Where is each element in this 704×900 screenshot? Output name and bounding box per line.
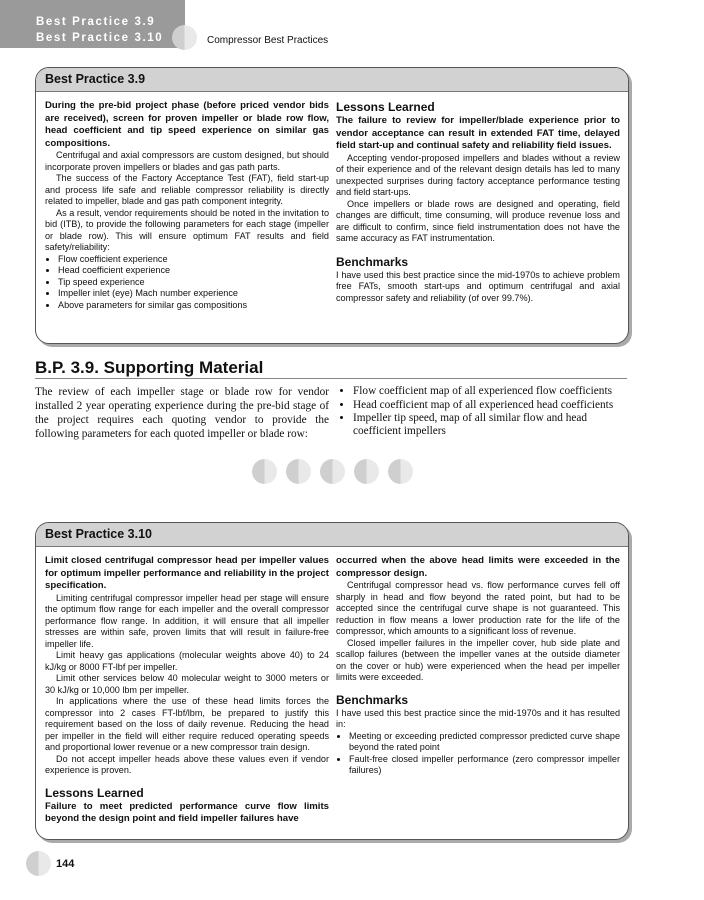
- page-number: 144: [56, 858, 75, 870]
- bullet-item: • Flow coefficient map of all experienced flow coefficients: [353, 385, 630, 398]
- support-bullets: [340, 385, 630, 438]
- bp39-right-column: [336, 100, 620, 311]
- decorative-circle-icon: [252, 459, 277, 484]
- bp39-lessons-paragraph: Once impellers or blade rows are designed and operating, field changes are difficult, time consuming, will produce revenue loss and are difficult to confirm, since field instrumentation does not have the same accuracy as FAT instrumentation.: [336, 198, 620, 243]
- bp39-benchmarks-heading: Benchmarks: [336, 254, 409, 269]
- decorative-circle-icon: [286, 459, 311, 484]
- bullet-item: • Tip speed experience: [58, 277, 329, 289]
- bp310-paragraph: In applications where the use of these head limits forces the compressor into 2 cases FT-lbf/lbm, be prepared to justify this requirement based on the loss of daily revenue. Reducing the head per impeller in the field will either require reduced operating speeds and proportional lower revenue or a new compressor train design.: [45, 696, 329, 752]
- bullet-item: • Flow coefficient experience: [58, 254, 329, 266]
- bp310-paragraph: Do not accept impeller heads above these values even if vendor experience is proven.: [45, 753, 329, 775]
- bp39-bullets: [45, 254, 329, 312]
- support-text: The review of each impeller stage or blade row for vendor installed 2 year operating experience during the pre-bid stage of the project requires each quoting vendor to provide the following parameters for each quoted impeller or blade row:: [35, 386, 329, 440]
- bp310-lessons-heading: Lessons Learned: [45, 785, 144, 800]
- decorative-circle-icon: [354, 459, 379, 484]
- bp39-lessons-lead: The failure to review for impeller/blade experience prior to vendor acceptance can result in extended FAT time, delayed field start-up and continual safety and reliability field issues.: [336, 115, 620, 151]
- bp310-title: Best Practice 3.10: [36, 523, 628, 547]
- bp39-paragraph: Centrifugal and axial compressors are custom designed, but should incorporate proven impellers or blades and gas path parts.: [45, 150, 329, 172]
- bp310-left-column: [45, 555, 329, 826]
- bp39-lessons-paragraph: Accepting vendor-proposed impellers and blades without a review of their experience and of the relevant design details has led to many unexpected surprises during factory acceptance performance testing and field start-ups.: [336, 152, 620, 197]
- bp310-right-column: [336, 555, 620, 826]
- bp310-lead: Limit closed centrifugal compressor head per impeller values for optimum impeller performance and reliability in the project specification.: [45, 555, 329, 591]
- bp39-benchmarks-text: I have used this best practice since the mid-1970s to achieve problem free FATs, smooth start-ups and optimum centrifugal and axial compressor safety and reliability (of over 99.7%).: [336, 269, 620, 303]
- bp310-lessons-lead-a: Failure to meet predicted performance curve flow limits beyond the design point and field impeller failures have: [45, 800, 329, 824]
- bp310-paragraph: Limit other services below 40 molecular weight to 3000 meters or 30 kJ/kg or 10,000 lbm per impeller.: [45, 673, 329, 695]
- tab-line-2: Best Practice 3.10: [36, 32, 164, 44]
- bp310-bullets: [336, 731, 620, 777]
- header-tab: [0, 0, 185, 48]
- bp310-box: [35, 522, 629, 840]
- footer-circle-icon: [26, 851, 51, 876]
- decorative-circle-icon: [320, 459, 345, 484]
- bullet-item: • Meeting or exceeding predicted compressor predicted curve shape beyond the rated point: [349, 731, 620, 754]
- bullet-item: • Fault-free closed impeller performance (zero compressor impeller failures): [349, 754, 620, 777]
- bp39-box: [35, 67, 629, 344]
- divider: [35, 378, 627, 379]
- bullet-item: • Head coefficient experience: [58, 265, 329, 277]
- bp310-paragraph: Limiting centrifugal compressor impeller head per stage will ensure the optimum flow range for each impeller and the overall compressor performance flow range. In addition, it will ensure that all impeller stresses are within safe, proven limits that will result in failure-free impeller life.: [45, 592, 329, 649]
- bp310-lessons-paragraph: Centrifugal compressor head vs. flow performance curves fell off sharply in head and flow beyond the rated point, but had to be accepted since the centrifugal curve shape is not guaranteed. This reduction in flow means a lower production rate for the life of the compressor, which amounts to a significant loss of revenue.: [336, 580, 620, 636]
- decorative-circle-icon: [388, 459, 413, 484]
- bp310-lessons-lead-b: occurred when the above head limits were exceeded in the compressor design.: [336, 555, 620, 579]
- bullet-item: • Impeller inlet (eye) Mach number experience: [58, 288, 329, 300]
- bp39-paragraph: The success of the Factory Acceptance Test (FAT), field start-up and process life safe and reliable compressor reliability is directly related to impeller, blade and gas path component integrity.: [45, 173, 329, 206]
- tab-line-1: Best Practice 3.9: [36, 16, 156, 28]
- bp39-title: Best Practice 3.9: [36, 68, 628, 92]
- bp310-benchmarks-heading: Benchmarks: [336, 692, 409, 707]
- support-title: B.P. 3.9. Supporting Material: [35, 358, 264, 377]
- bp310-lessons-paragraph: Closed impeller failures in the impeller cover, hub side plate and scallop failures (between the impeller vanes at the outside diameter on the cover or hub) were experienced when the head per impeller limits were exceeded.: [336, 637, 620, 682]
- bp310-paragraph: Limit heavy gas applications (molecular weights above 40) to 24 kJ/kg or 8000 FT-lbf per impeller.: [45, 650, 329, 672]
- bp39-left-column: [45, 100, 329, 311]
- section-title: Compressor Best Practices: [207, 35, 329, 46]
- header-circle-icon: [172, 25, 197, 50]
- bp310-benchmarks-text: I have used this best practice since the mid-1970s and it has resulted in:: [336, 707, 620, 729]
- bullet-item: • Impeller tip speed, map of all similar flow and head coefficient impellers: [353, 412, 630, 437]
- bp39-lessons-heading: Lessons Learned: [336, 100, 435, 114]
- bp39-lead: During the pre-bid project phase (before priced vendor bids are received), screen for proven impeller or blade row flow, head coefficient and tip speed experience on similar gas compositions.: [45, 100, 329, 149]
- bp39-paragraph: As a result, vendor requirements should be noted in the invitation to bid (ITB), to provide the following parameters for each stage (impeller or blade row). This will ensure optimum FAT results and field safety/reliability:: [45, 207, 329, 252]
- bullet-item: • Above parameters for similar gas compositions: [58, 300, 329, 312]
- bullet-item: • Head coefficient map of all experienced head coefficients: [353, 399, 630, 412]
